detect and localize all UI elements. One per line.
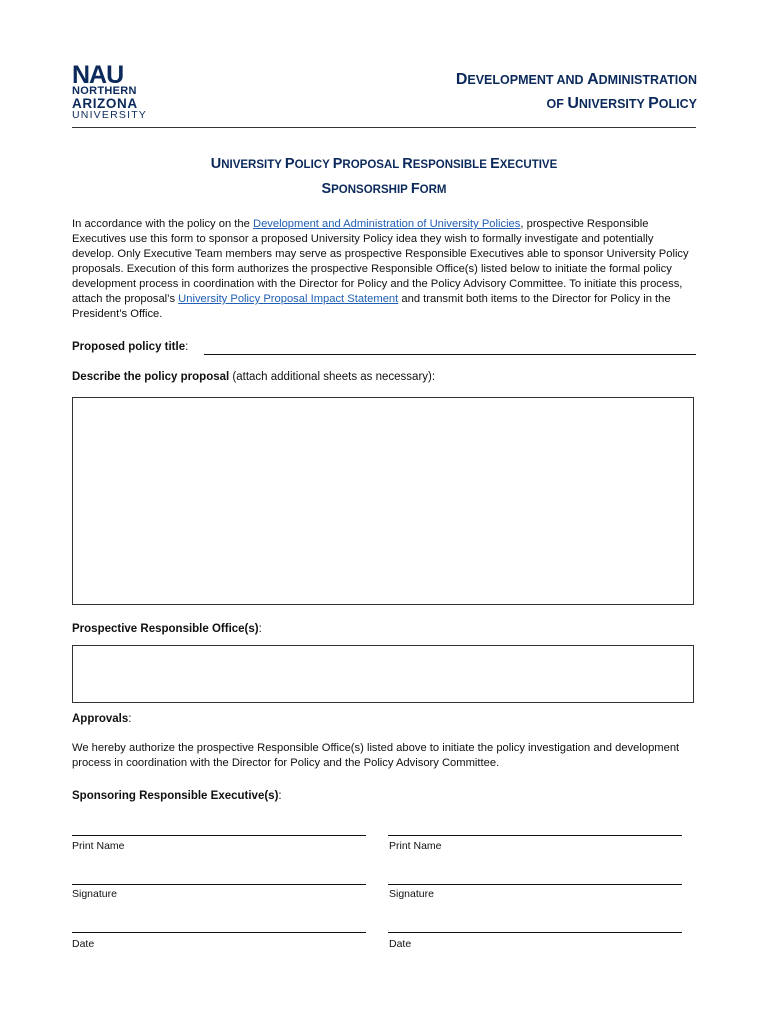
- intro-text: In accordance with the policy on the: [72, 218, 253, 230]
- label-text: Proposed policy title: [72, 341, 186, 353]
- intro-text: and transmit both items to the Director for Policy in the President’s Office.: [72, 293, 671, 320]
- title-text: PONSORSHIP: [331, 184, 411, 196]
- describe-label: [72, 370, 435, 385]
- title-text: OLICY: [294, 159, 333, 171]
- label-text: Sponsoring Responsible Executive(s): [72, 790, 279, 802]
- header-text: U: [567, 95, 579, 112]
- header-text: DMINISTRATION: [598, 73, 697, 87]
- intro-text: , prospective Responsible Executives use this form to sponsor a proposed University Policy idea they wish to formally investigate and potentially develop. Only Executive Team members may serve as prospective Responsible Executives able to sponsor University Policy proposals. Execution of this form authorizes the prospective Responsible Office(s) listed below to initiate the formal policy development process in coordination with the Director for Policy and the Policy Advisory Committee. To initiate this process, attach the proposal’s: [72, 218, 689, 305]
- label-note: (attach additional sheets as necessary):: [229, 371, 436, 383]
- header-text: EVELOPMENT AND: [467, 73, 588, 87]
- label-colon: :: [128, 713, 132, 725]
- signature-line-left[interactable]: [72, 884, 366, 885]
- header-text: OLICY: [658, 97, 697, 111]
- responsible-offices-field[interactable]: [72, 645, 694, 703]
- proposed-title-field[interactable]: [204, 354, 696, 355]
- header-divider: [72, 127, 696, 128]
- header-line-2: [456, 92, 697, 116]
- policy-proposal-textarea[interactable]: [72, 397, 694, 605]
- intro-paragraph: [72, 217, 698, 322]
- impact-statement-link[interactable]: University Policy Proposal Impact Statement: [178, 293, 399, 305]
- signature-label-left: Signature: [72, 888, 117, 900]
- date-label-left: Date: [72, 938, 95, 950]
- form-title-line-2: [72, 177, 696, 202]
- approvals-label: [72, 712, 131, 727]
- header-text: NIVERSITY: [578, 97, 649, 111]
- logo-mark: NAU: [72, 61, 124, 89]
- approvals-paragraph: We hereby authorize the prospective Responsible Office(s) listed above to initiate the policy investigation and development process in coordination with the Director for Policy and the Policy Advisory Committee.: [72, 742, 680, 769]
- print-name-line-left[interactable]: [72, 835, 366, 836]
- title-text: F: [410, 181, 420, 197]
- logo-text-northern: NORTHERN: [72, 85, 137, 97]
- header-text: OF: [546, 97, 568, 111]
- sponsoring-label: [72, 789, 282, 804]
- print-name-label-right: Print Name: [389, 840, 442, 852]
- label-text: Approvals: [72, 713, 129, 725]
- policy-link[interactable]: Development and Administration of University Policies: [252, 218, 521, 230]
- header-text: D: [455, 71, 468, 88]
- title-text: ESPONSIBLE: [412, 159, 491, 171]
- title-text: R: [402, 156, 413, 172]
- header-text: P: [648, 95, 659, 112]
- print-name-label-left: Print Name: [72, 840, 125, 852]
- signature-label-right: Signature: [389, 888, 434, 900]
- logo-text-arizona: ARIZONA: [72, 96, 138, 111]
- title-text: E: [490, 156, 500, 172]
- header-text: A: [587, 71, 599, 88]
- date-label-right: Date: [389, 938, 412, 950]
- signature-line-right[interactable]: [388, 884, 682, 885]
- title-text: ROPOSAL: [342, 159, 403, 171]
- title-text: P: [284, 156, 295, 172]
- print-name-line-right[interactable]: [388, 835, 682, 836]
- document-header-title: [456, 68, 697, 116]
- label-text: Describe the policy proposal: [72, 371, 230, 383]
- title-text: NIVERSITY: [221, 159, 285, 171]
- form-title-line-1: [72, 152, 696, 177]
- form-title: [72, 152, 696, 202]
- logo-text-university: UNIVERSITY: [72, 109, 148, 121]
- nau-logo: [72, 61, 152, 121]
- title-text: S: [321, 181, 332, 197]
- label-colon: :: [278, 790, 282, 802]
- title-text: ORM: [419, 184, 447, 196]
- header-line-1: [456, 68, 697, 92]
- label-colon: :: [185, 341, 189, 353]
- title-text: XECUTIVE: [499, 159, 558, 171]
- date-line-right[interactable]: [388, 932, 682, 933]
- label-colon: :: [258, 623, 262, 635]
- date-line-left[interactable]: [72, 932, 366, 933]
- title-text: U: [210, 156, 222, 172]
- label-text: Prospective Responsible Office(s): [72, 623, 259, 635]
- proposed-title-label: [72, 340, 188, 355]
- title-text: P: [332, 156, 343, 172]
- offices-label: [72, 622, 262, 637]
